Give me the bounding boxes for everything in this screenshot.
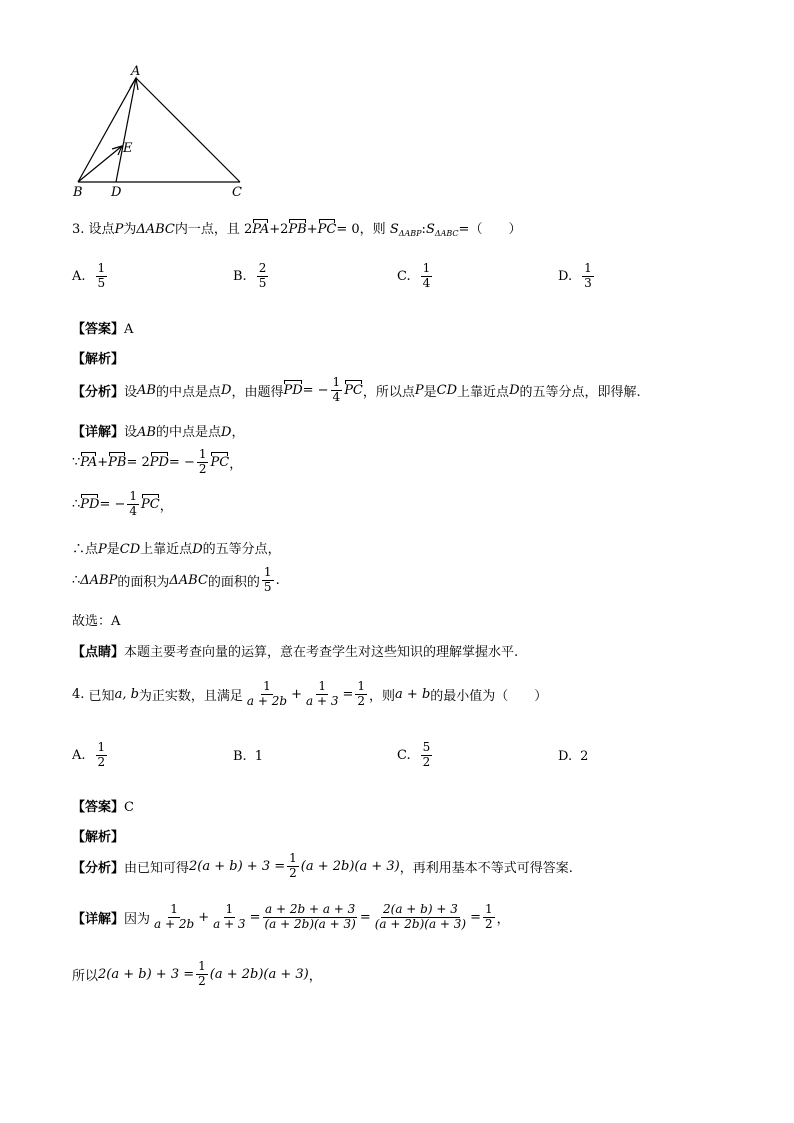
q4-analysis: 【分析】 由已知可得 2(a + b) + 3 = $\frac{1}{2}$ (a + 2b)(a + 3) ，再利用基本不等式可得答案. <box>72 851 573 880</box>
q4-answer: 【答案】C <box>72 800 134 815</box>
q3-stem: 3. 设点P为ΔABC内一点，且 2PA+2PB+PC= 0，则 $S_{\Delta ABP}:S_{\Delta ABC}=$（ ） <box>72 222 522 238</box>
q3-choose: 故选：A <box>72 614 121 629</box>
q3-option-b[interactable]: B. $\frac{2}{5}$ <box>233 261 267 290</box>
q3-jiexi-heading: 【解析】 <box>72 352 125 367</box>
q3-detail-line2: ∵ PA + PB = 2 PD = − $\frac{1}{2}$ PC ， <box>72 447 243 476</box>
q3-option-c[interactable]: C. $\frac{1}{4}$ <box>397 261 431 290</box>
q3-detail-line3: ∴ PD = − $\frac{1}{4}$ PC ， <box>72 489 173 518</box>
edge-ac <box>136 78 240 182</box>
q4-jiexi-heading: 【解析】 <box>72 830 125 845</box>
q4-stem: 4. 已知 a, b 为正实数，且满足 $\frac{1}{a + 2b}$ + $\frac{1}{a + 3}$ = $\frac{1}{2}$ ，则 a + b 的最小值为（ ） <box>72 679 548 708</box>
label-b: B <box>73 185 83 200</box>
edge-ab <box>78 78 136 182</box>
q4-detail-line2: 所以 2(a + b) + 3 = $\frac{1}{2}$ (a + 2b)(a + 3) ， <box>72 959 322 988</box>
q3-comment: 【点睛】本题主要考查向量的运算，意在考查学生对这些知识的理解掌握水平. <box>72 645 519 660</box>
q3-option-a[interactable]: A. $\frac{1}{5}$ <box>72 261 106 290</box>
q4-option-a[interactable]: A. $\frac{1}{2}$ <box>72 740 106 769</box>
label-e: E <box>123 141 133 156</box>
vector-be <box>78 146 122 182</box>
label-d: D <box>111 185 122 200</box>
q3-detail-line4: ∴点P是CD上靠近点D的五等分点， <box>72 542 281 557</box>
q3-analysis: 【分析】 设 AB 的中点是点 D ，由题得 PD = − $\frac{1}{4}$ PC ，所以点 P 是 CD 上靠近点 D 的五等分点，即得解. <box>72 375 641 404</box>
q3-detail-line5: ∴ ΔABP 的面积为 ΔABC 的面积的 $\frac{1}{5}$ . <box>72 565 280 594</box>
vector-da <box>116 78 136 182</box>
q3-detail-line1: 【详解】设AB的中点是点D， <box>72 425 245 440</box>
label-a: A <box>131 64 141 79</box>
q4-option-d[interactable]: D. 2 <box>558 749 589 764</box>
q3-option-d[interactable]: D. $\frac{1}{3}$ <box>558 261 592 290</box>
label-c: C <box>232 185 242 200</box>
q4-option-b[interactable]: B. 1 <box>233 749 263 764</box>
triangle-figure <box>66 62 266 202</box>
q3-answer: 【答案】A <box>72 322 134 337</box>
q4-detail-line1: 【详解】 因为 $\frac{1}{a + 2b}$ + $\frac{1}{a + 3}$ = $\frac{a + 2b + a + 3}{(a + 2b)(a + 3)}$ = $\frac{2(a + b) + 3}{(a + 2b)(a + 3)}$ = $\frac{1}{2}$ ， <box>72 902 510 931</box>
q4-option-c[interactable]: C. $\frac{5}{2}$ <box>397 740 431 769</box>
